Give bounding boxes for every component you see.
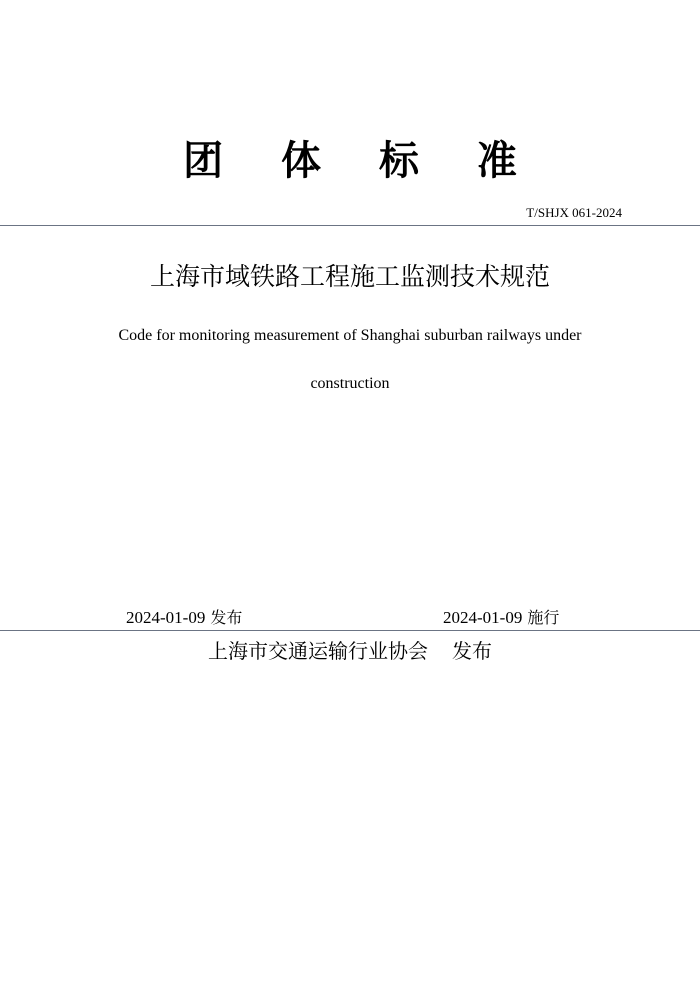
publish-date [126,607,242,629]
implement-date [443,607,559,629]
standard-category-title: 团 体 标 准 [183,138,539,184]
standard-number: T/SHJX 061-2024 [526,205,622,220]
english-title-line-1: Code for monitoring measurement of Shanghai suburban railways under [118,327,582,344]
publisher-action: 发布 [452,639,492,663]
implement-label: 施行 [527,608,560,627]
bottom-divider [0,630,700,631]
publisher-line [0,637,700,665]
top-divider [0,225,700,226]
english-title-line-2: construction [310,375,390,392]
publish-label: 发布 [210,608,243,627]
implement-date-value: 2024-01-09 [443,608,523,627]
chinese-title: 上海市域铁路工程施工监测技术规范 [149,262,550,291]
publisher-name: 上海市交通运输行业协会 [208,639,428,663]
publish-date-value: 2024-01-09 [126,608,206,627]
